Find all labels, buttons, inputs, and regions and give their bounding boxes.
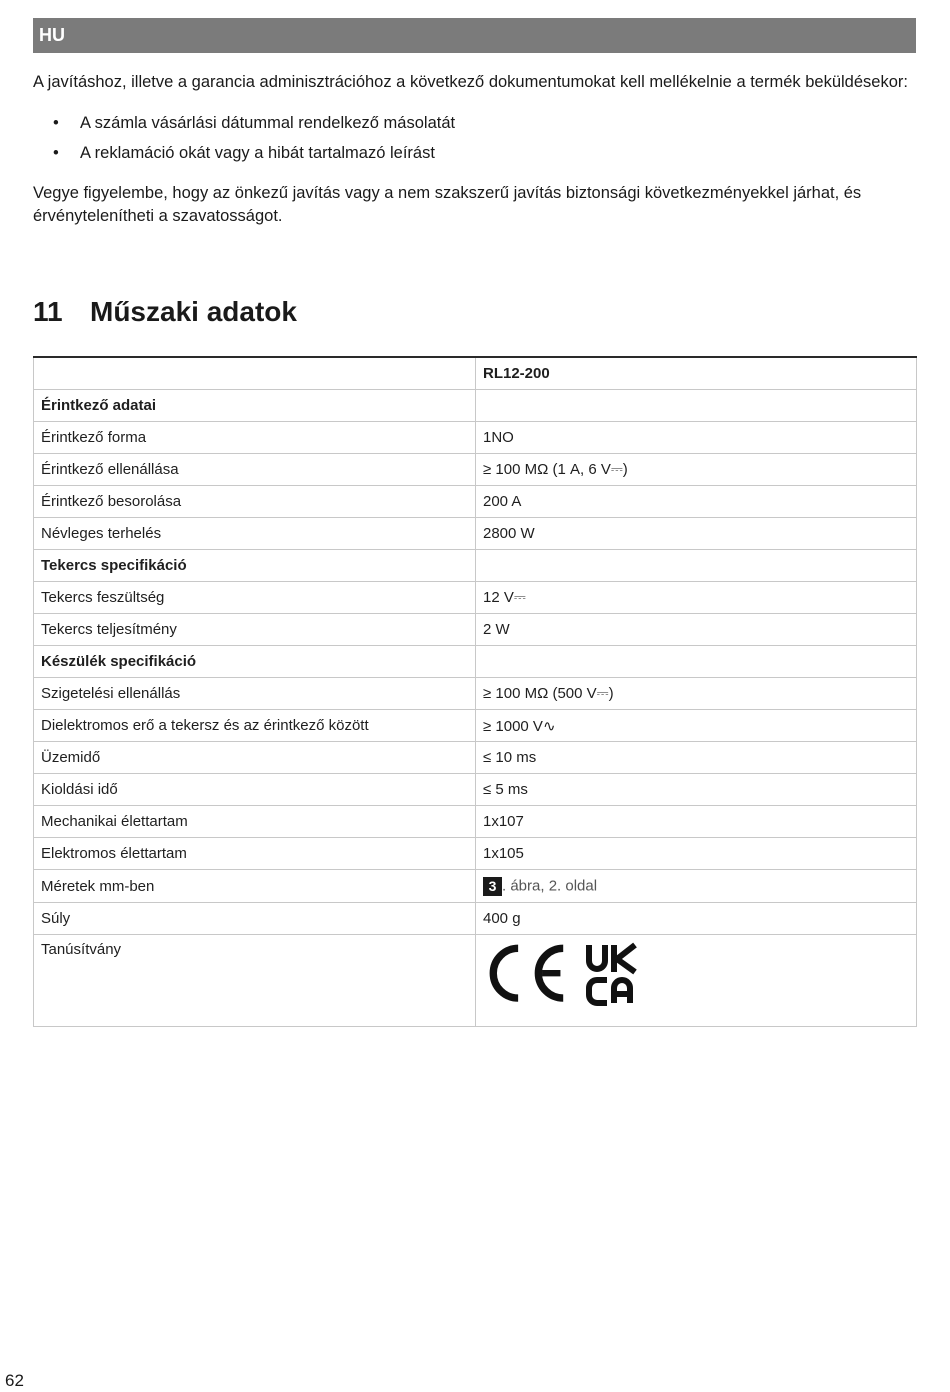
spec-label: Érintkező ellenállása	[34, 454, 476, 486]
spec-value	[476, 390, 917, 422]
spec-label: Méretek mm-ben	[34, 870, 476, 903]
spec-value: ≥ 100 MΩ (1 A, 6 V⎓)	[476, 454, 917, 486]
intro-paragraph-1: A javításhoz, illetve a garancia adminisztrációhoz a következő dokumentumokat kell mellékelnie a termék beküldésekor:	[33, 73, 908, 91]
model-name: RL12-200	[476, 357, 917, 390]
spec-value	[476, 870, 917, 903]
spec-label: Tekercs specifikáció	[34, 550, 476, 582]
section-heading	[33, 292, 297, 332]
table-row	[34, 454, 917, 486]
spec-label: Érintkező forma	[34, 422, 476, 454]
spec-value: ≤ 10 ms	[476, 742, 917, 774]
spec-label: Dielektromos erő a tekersz és az érintkező között	[34, 710, 476, 742]
section-number: 11	[33, 296, 63, 327]
table-row	[34, 806, 917, 838]
language-header-bar	[33, 18, 916, 53]
table-header-row	[34, 357, 917, 390]
section-title: Műszaki adatok	[90, 296, 297, 327]
table-row	[34, 742, 917, 774]
table-row	[34, 582, 917, 614]
spec-value: 12 V⎓	[476, 582, 917, 614]
spec-value: 2 W	[476, 614, 917, 646]
page-number: 62	[5, 1371, 24, 1390]
table-row	[34, 646, 917, 678]
table-row	[34, 550, 917, 582]
spec-value: ≥ 1000 V∿	[476, 710, 917, 742]
figure-number-badge: 3	[483, 877, 502, 896]
intro-section	[33, 71, 913, 228]
table-row	[34, 935, 917, 1027]
table-row	[34, 903, 917, 935]
certification-marks	[476, 935, 917, 1027]
language-code: HU	[39, 25, 65, 45]
table-row	[34, 614, 917, 646]
spec-value: ≤ 5 ms	[476, 774, 917, 806]
spec-value: ≥ 100 MΩ (500 V⎓)	[476, 678, 917, 710]
ce-mark-icon	[493, 948, 563, 998]
spec-label: Súly	[34, 903, 476, 935]
document-list	[33, 108, 913, 168]
intro-paragraph-2: Vegye figyelembe, hogy az önkezű javítás vagy a nem szakszerű javítás biztonsági következményekkel járhat, és érvénytelenítheti a szavatosságot.	[33, 184, 862, 225]
spec-label: Kioldási idő	[34, 774, 476, 806]
table-row	[34, 838, 917, 870]
spec-value: 1NO	[476, 422, 917, 454]
table-row	[34, 870, 917, 903]
list-item: • A reklamáció okát vagy a hibát tartalmazó leírást	[33, 138, 913, 168]
table-row	[34, 518, 917, 550]
spec-label: Névleges terhelés	[34, 518, 476, 550]
spec-label: Üzemidő	[34, 742, 476, 774]
table-row	[34, 390, 917, 422]
spec-label: Érintkező besorolása	[34, 486, 476, 518]
table-row	[34, 774, 917, 806]
spec-label: Mechanikai élettartam	[34, 806, 476, 838]
table-header-empty	[34, 357, 476, 390]
spec-label: Tekercs teljesítmény	[34, 614, 476, 646]
table-row	[34, 678, 917, 710]
spec-label: Elektromos élettartam	[34, 838, 476, 870]
table-row	[34, 710, 917, 742]
bullet-icon: •	[53, 114, 59, 132]
figure-reference: . ábra, 2. oldal	[502, 876, 598, 894]
spec-value: 200 A	[476, 486, 917, 518]
spec-label: Érintkező adatai	[34, 390, 476, 422]
spec-value	[476, 646, 917, 678]
spec-value	[476, 550, 917, 582]
spec-value: 2800 W	[476, 518, 917, 550]
ukca-mark-icon	[589, 945, 635, 1003]
spec-value: 1x107	[476, 806, 917, 838]
spec-table	[33, 356, 917, 1027]
spec-label: Készülék specifikáció	[34, 646, 476, 678]
table-row	[34, 486, 917, 518]
list-item: • A számla vásárlási dátummal rendelkező másolatát	[33, 108, 913, 138]
spec-label: Tekercs feszültség	[34, 582, 476, 614]
table-row	[34, 422, 917, 454]
spec-value: 1x105	[476, 838, 917, 870]
bullet-icon: •	[53, 144, 59, 162]
spec-value: 400 g	[476, 903, 917, 935]
spec-label: Szigetelési ellenállás	[34, 678, 476, 710]
spec-label: Tanúsítvány	[34, 935, 476, 1027]
certification-logos	[483, 941, 653, 1007]
